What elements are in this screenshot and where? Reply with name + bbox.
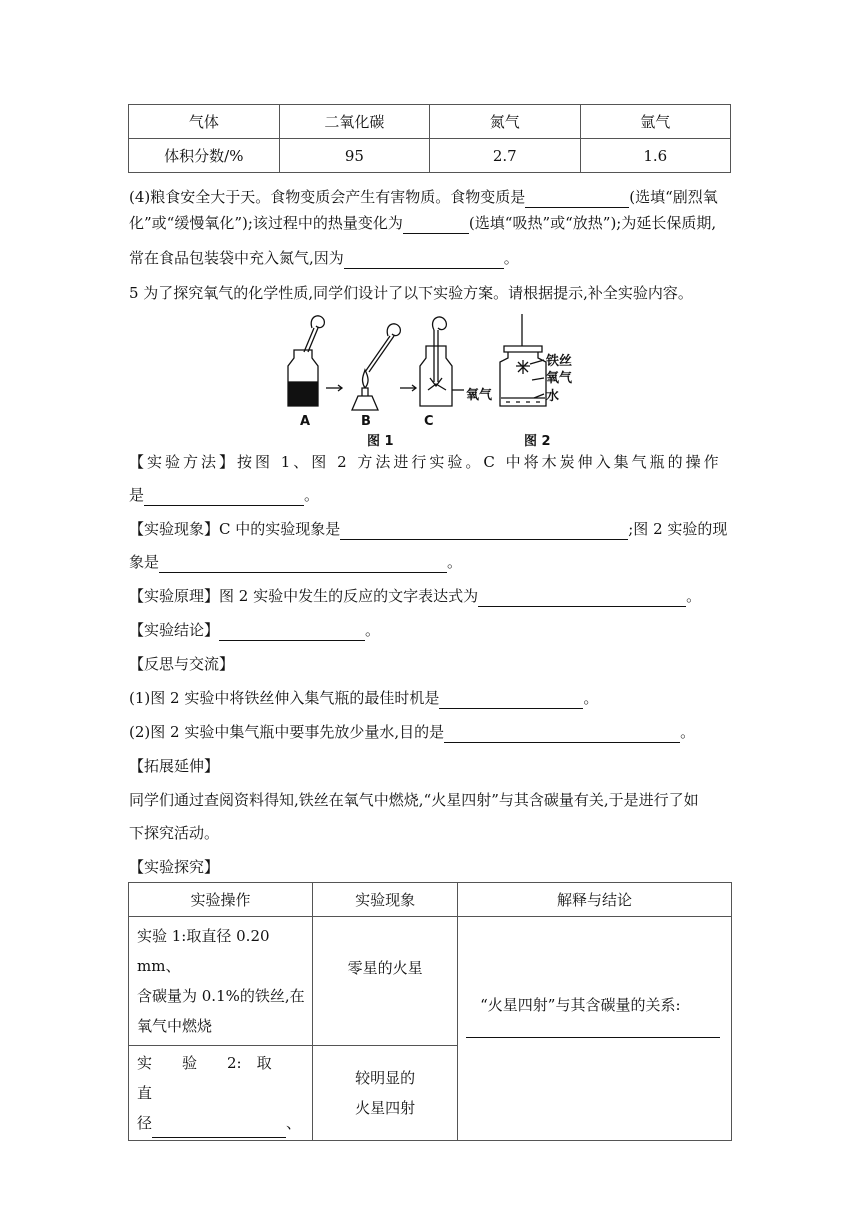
- exp2-phenomenon: 较明显的 火星四射: [313, 1046, 458, 1141]
- apparatus-b-icon: [352, 324, 400, 410]
- reflection-title: 【反思与交流】: [129, 655, 235, 673]
- exp1-operation: 实验 1:取直径 0.20 mm、 含碳量为 0.1%的铁丝,在 氧气中燃烧: [129, 917, 313, 1046]
- answer-blank: [159, 556, 447, 573]
- extension-title: 【拓展延伸】: [129, 757, 220, 775]
- q5-intro: 5 为了探究氧气的化学性质,同学们设计了以下实验方案。请根据提示,补全实验内容。: [129, 284, 693, 302]
- label-a: A: [300, 414, 311, 429]
- method-line2: 是 。: [129, 486, 320, 504]
- exp1-phenomenon: 零星的火星: [313, 917, 458, 1046]
- answer-blank: [403, 217, 469, 234]
- exp-header: 实验操作: [129, 883, 313, 917]
- oxygen-label: 氧气: [466, 388, 493, 403]
- gas-value: 95: [279, 139, 429, 173]
- reflection-2: (2)图 2 实验中集气瓶中要事先放少量水,目的是 。: [129, 723, 696, 741]
- answer-blank: [444, 726, 680, 743]
- answer-blank: [340, 523, 628, 540]
- exp-header: 解释与结论: [458, 883, 732, 917]
- q4-line2: 化”或“缓慢氧化”);该过程中的热量变化为 (选填“吸热”或“放热”);为延长保质期,: [129, 214, 717, 232]
- extension-line1: 同学们通过查阅资料得知,铁丝在氧气中燃烧,“火星四射”与其含碳量有关,于是进行了如: [129, 791, 699, 809]
- principle-line: 【实验原理】图 2 实验中发生的反应的文字表达式为 。: [129, 587, 702, 605]
- iron-wire-apparatus-icon: [500, 314, 546, 406]
- answer-blank: [478, 590, 686, 607]
- apparatus-a-icon: [288, 316, 324, 406]
- gas-value: 2.7: [430, 139, 580, 173]
- answer-blank: [152, 1121, 286, 1138]
- exp2-operation: 实 验 2: 取 直 径 、: [129, 1046, 313, 1141]
- answer-blank: [525, 191, 629, 208]
- iron-wire-label: 铁丝: [546, 354, 573, 369]
- label-c: C: [424, 414, 434, 429]
- q4-line1: (4)粮食安全大于天。食物变质会产生有害物质。食物变质是 (选填“剧烈氧: [129, 188, 718, 206]
- gas-header: 氮气: [430, 105, 580, 139]
- gas-header: 气体: [129, 105, 280, 139]
- answer-blank: [466, 1027, 720, 1038]
- conclusion-line: 【实验结论】 。: [129, 621, 381, 639]
- method-line1: 【实验方法】按图 1、图 2 方法进行实验。C 中将木炭伸入集气瓶的操作: [129, 453, 722, 471]
- exp-header: 实验现象: [313, 883, 458, 917]
- extension-line2: 下探究活动。: [129, 824, 220, 842]
- gas-value: 1.6: [580, 139, 730, 173]
- inquiry-title: 【实验探究】: [129, 858, 220, 876]
- answer-blank: [439, 692, 583, 709]
- answer-blank: [344, 252, 504, 269]
- answer-blank: [144, 489, 304, 506]
- oxygen2-label: 氧气: [546, 371, 573, 386]
- water-label: 水: [546, 389, 560, 404]
- answer-blank: [219, 624, 365, 641]
- conclusion-cell: “火星四射”与其含碳量的关系:: [458, 917, 732, 1141]
- row-label: 体积分数/%: [129, 139, 280, 173]
- apparatus-c-icon: [420, 317, 464, 406]
- q4-line3: 常在食品包装袋中充入氮气,因为 。: [129, 249, 519, 267]
- reflection-1: (1)图 2 实验中将铁丝伸入集气瓶的最佳时机是 。: [129, 689, 599, 707]
- figure2-caption: 图 2: [524, 434, 551, 449]
- figure1-caption: 图 1: [367, 434, 394, 449]
- gas-table: [128, 104, 731, 173]
- phenomenon-line1: 【实验现象】C 中的实验现象是 ;图 2 实验的现: [129, 520, 728, 538]
- label-b: B: [361, 414, 371, 429]
- phenomenon-line2: 象是 。: [129, 553, 463, 571]
- experiment-table: [128, 882, 732, 1141]
- gas-header: 二氧化碳: [279, 105, 429, 139]
- gas-header: 氩气: [580, 105, 730, 139]
